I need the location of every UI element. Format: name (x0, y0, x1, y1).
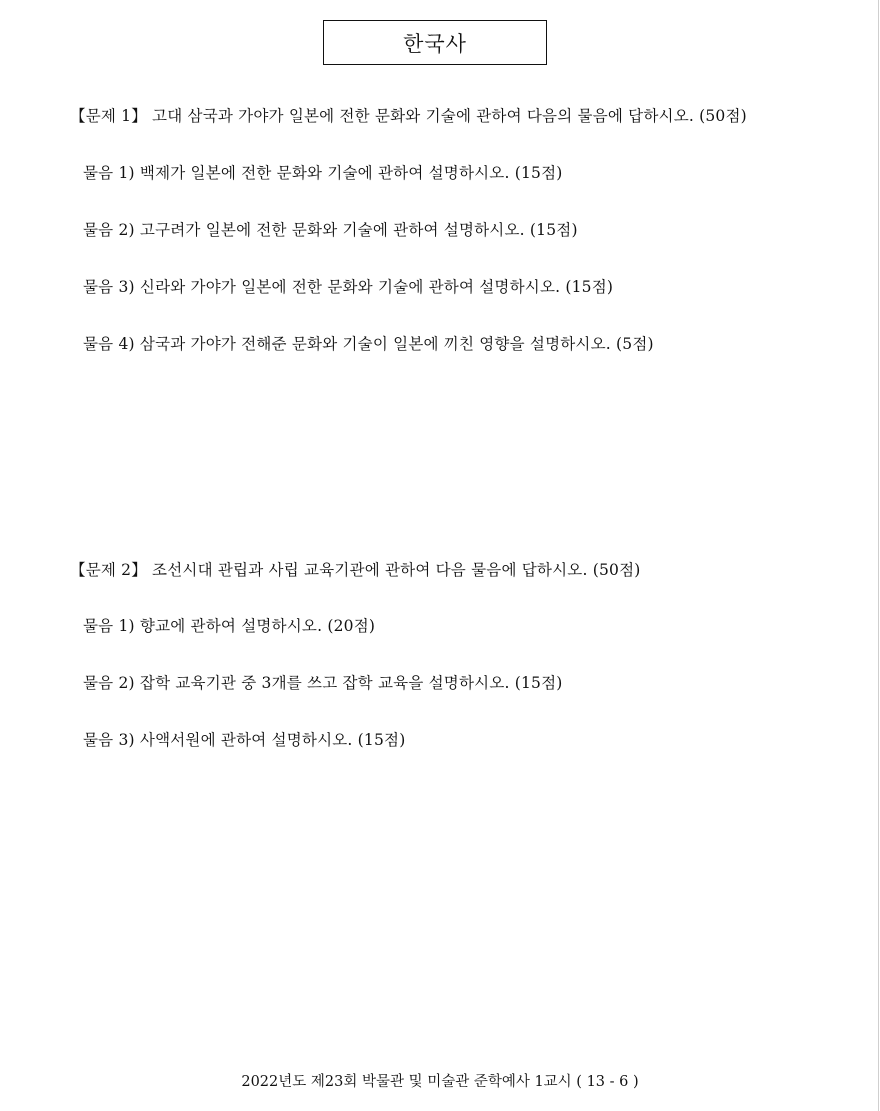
subject-title: 한국사 (323, 20, 547, 65)
question-1-sub-3: 물음 3) 신라와 가야가 일본에 전한 문화와 기술에 관하여 설명하시오. (15점) (83, 278, 614, 296)
page-footer: 2022년도 제23회 박물관 및 미술관 준학예사 1교시 ( 13 - 6 ) (241, 1074, 639, 1090)
page-edge-line (878, 0, 879, 1111)
question-1-sub-4: 물음 4) 삼국과 가야가 전해준 문화와 기술이 일본에 끼친 영향을 설명하시오. (5점) (83, 335, 654, 353)
question-2-sub-2: 물음 2) 잡학 교육기관 중 3개를 쓰고 잡학 교육을 설명하시오. (15점) (83, 674, 563, 692)
question-2-heading: 【문제 2】 조선시대 관립과 사립 교육기관에 관하여 다음 물음에 답하시오. (50점) (70, 561, 641, 579)
question-2-sub-1: 물음 1) 향교에 관하여 설명하시오. (20점) (83, 617, 376, 635)
question-1-sub-1: 물음 1) 백제가 일본에 전한 문화와 기술에 관하여 설명하시오. (15점) (83, 164, 563, 182)
question-1-sub-2: 물음 2) 고구려가 일본에 전한 문화와 기술에 관하여 설명하시오. (15점) (83, 221, 578, 239)
question-2-sub-3: 물음 3) 사액서원에 관하여 설명하시오. (15점) (83, 731, 406, 749)
question-1-heading: 【문제 1】 고대 삼국과 가야가 일본에 전한 문화와 기술에 관하여 다음의 물음에 답하시오. (50점) (70, 107, 747, 125)
